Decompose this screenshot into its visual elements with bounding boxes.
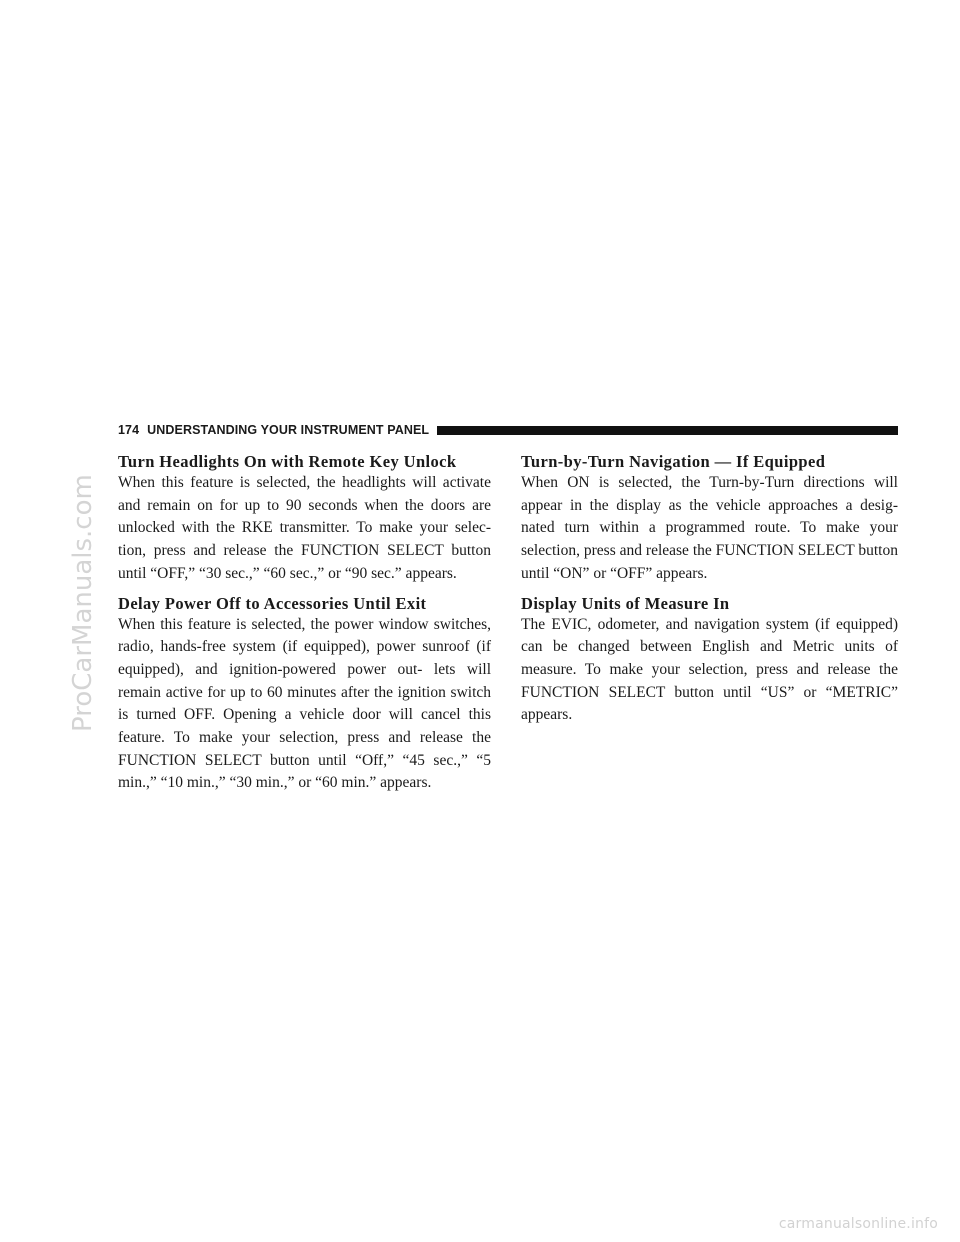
header-rule xyxy=(437,426,898,435)
left-column xyxy=(118,452,491,803)
section-title: UNDERSTANDING YOUR INSTRUMENT PANEL xyxy=(147,423,430,437)
watermark-procarmanuals: ProCarManuals.com xyxy=(68,474,98,732)
section-heading: Turn Headlights On with Remote Key Unlock xyxy=(118,452,457,471)
page-header xyxy=(118,421,898,439)
page-number: 174 xyxy=(118,423,140,437)
section-body: The EVIC, odometer, and navigation system (if equipped) can be changed between English and Metric units of measure. To make your selection, press and release the FUNCTION SELECT button until “US” or “METRIC” appears. xyxy=(521,615,898,724)
section-body: When this feature is selected, the headlights will activate and remain on for up to 90 seconds when the doors are unlocked with the RKE transmitter. To make your selec- tion, press and release the FUNCTION SELECT button until “OFF,” “30 sec.,” “60 sec.,” or “90 sec.” appears. xyxy=(118,474,491,582)
section-headlights xyxy=(118,452,491,586)
section-body: When this feature is selected, the power window switches, radio, hands-free system (if equipped), power sunroof (if equipped), and ignition-powered power out- lets will remain active for up to 60 minutes after the ignition switch is turned OFF. Opening a vehicle door will cancel this feature. To make your selection, press and release the FUNCTION SELECT button until “Off,” “45 sec.,” “5 min.,” “10 min.,” “30 min.,” or “60 min.” appears. xyxy=(118,615,491,792)
section-heading: Turn-by-Turn Navigation — If Equipped xyxy=(521,452,826,471)
section-body: When ON is selected, the Turn-by-Turn directions will appear in the display as the vehicle approaches a desig- nated turn within a programmed route. To make your selection, press and release the FUNCTION SELECT button until “ON” or “OFF” appears. xyxy=(521,474,898,582)
section-heading: Display Units of Measure In xyxy=(521,593,730,613)
right-column xyxy=(521,452,898,735)
section-turn-by-turn xyxy=(521,452,898,586)
section-delay-power-off xyxy=(118,594,491,796)
section-units-of-measure xyxy=(521,594,898,728)
footer-site-watermark: carmanualsonline.info xyxy=(778,1216,938,1232)
section-heading: Delay Power Off to Accessories Until Exit xyxy=(118,593,427,613)
